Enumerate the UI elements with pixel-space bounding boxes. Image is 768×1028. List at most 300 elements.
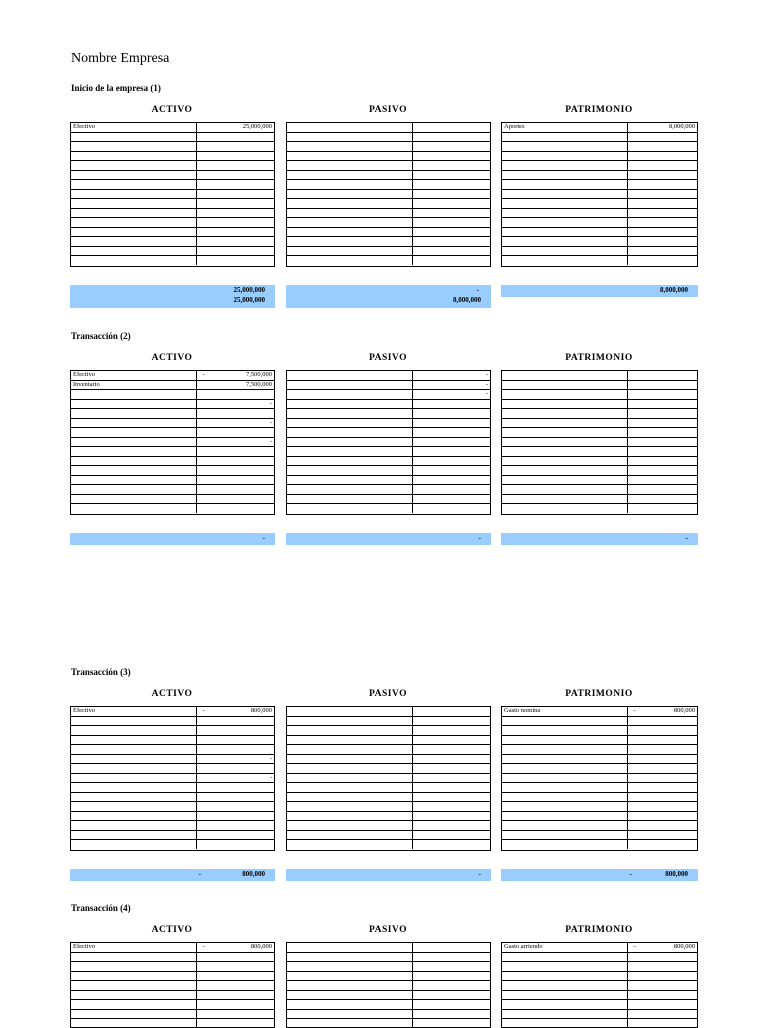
account-name <box>71 1009 196 1019</box>
total-value: 800,000 <box>242 869 265 878</box>
table-row <box>71 447 274 457</box>
table-row <box>287 123 490 132</box>
account-value <box>627 773 697 783</box>
account-value <box>196 962 274 972</box>
table-row <box>71 428 274 438</box>
account-value <box>196 840 274 849</box>
value-text: - <box>269 399 272 407</box>
account-value <box>627 745 697 755</box>
account-value <box>412 170 490 180</box>
account-name <box>287 142 412 152</box>
account-value <box>412 237 490 247</box>
account-value <box>196 707 274 716</box>
total-value: - <box>685 533 688 542</box>
account-name <box>287 227 412 237</box>
account-name <box>71 783 196 793</box>
total-value: - <box>262 533 265 542</box>
account-value <box>627 447 697 457</box>
account-name: Efectivo <box>71 707 196 716</box>
value-text: 7,500,000 <box>246 371 272 379</box>
table-row <box>502 227 697 237</box>
account-name <box>502 227 627 237</box>
table-row <box>502 151 697 161</box>
account-name <box>71 802 196 812</box>
table-row <box>71 246 274 256</box>
account-value <box>627 246 697 256</box>
account-value <box>196 237 274 247</box>
table-row <box>502 418 697 428</box>
account-name <box>502 380 627 390</box>
account-value <box>627 764 697 774</box>
account-value <box>627 971 697 981</box>
table-row <box>502 132 697 142</box>
table-row <box>287 418 490 428</box>
table-row <box>287 428 490 438</box>
account-value <box>196 735 274 745</box>
account-name <box>502 792 627 802</box>
account-value <box>196 428 274 438</box>
account-name: Aportes <box>502 123 627 132</box>
account-name <box>502 399 627 409</box>
account-name <box>502 971 627 981</box>
account-name <box>71 981 196 991</box>
account-value <box>627 1019 697 1028</box>
total-value: 800,000 <box>665 869 688 878</box>
account-name <box>502 735 627 745</box>
table-row <box>502 716 697 726</box>
account-value <box>196 952 274 962</box>
table-row <box>287 952 490 962</box>
account-name <box>287 1019 412 1028</box>
table-row <box>287 475 490 485</box>
table-row <box>71 707 274 716</box>
account-name <box>502 428 627 438</box>
table-row <box>502 161 697 171</box>
table-row <box>502 707 697 716</box>
account-name <box>502 475 627 485</box>
table-row <box>502 189 697 199</box>
table-row <box>71 237 274 247</box>
account-name <box>71 409 196 419</box>
table-row <box>287 199 490 209</box>
table-row <box>502 811 697 821</box>
table-row <box>287 1009 490 1019</box>
table-row <box>71 466 274 476</box>
account-name <box>502 151 627 161</box>
table-row <box>287 971 490 981</box>
account-name <box>71 466 196 476</box>
table-row <box>71 792 274 802</box>
table-row <box>287 990 490 1000</box>
account-value <box>412 428 490 438</box>
ledger-table-activo <box>70 370 275 515</box>
account-name <box>502 764 627 774</box>
account-value <box>196 821 274 831</box>
column-header-pasivo: PASIVO <box>369 353 407 363</box>
account-name <box>287 218 412 228</box>
account-name <box>71 447 196 457</box>
account-name <box>502 1009 627 1019</box>
account-name: Gasto nomina <box>502 707 627 716</box>
account-value <box>627 802 697 812</box>
dash-mark: - <box>633 943 636 951</box>
table-row <box>287 380 490 390</box>
account-name <box>71 180 196 190</box>
account-name <box>287 1009 412 1019</box>
account-name <box>71 428 196 438</box>
account-name <box>71 821 196 831</box>
table-row <box>502 246 697 256</box>
account-value <box>196 256 274 265</box>
account-name <box>71 792 196 802</box>
account-name: Gasto arriendo <box>502 943 627 952</box>
table-row <box>71 161 274 171</box>
account-name <box>287 132 412 142</box>
table-row <box>287 246 490 256</box>
table-row <box>502 123 697 132</box>
table-row <box>287 504 490 513</box>
table-row <box>502 218 697 228</box>
table-row <box>71 218 274 228</box>
account-value <box>627 151 697 161</box>
account-value <box>196 218 274 228</box>
dash-mark: - <box>202 943 205 951</box>
total-bar-pasivo <box>286 285 491 308</box>
account-value <box>412 409 490 419</box>
table-row <box>287 371 490 380</box>
account-name <box>502 1000 627 1010</box>
account-name <box>287 447 412 457</box>
account-name <box>502 256 627 265</box>
account-name <box>502 783 627 793</box>
table-row <box>71 783 274 793</box>
account-name <box>502 246 627 256</box>
account-name <box>287 170 412 180</box>
account-value <box>196 811 274 821</box>
value-text: - <box>485 390 488 398</box>
account-value <box>196 151 274 161</box>
account-value <box>412 208 490 218</box>
table-row <box>502 504 697 513</box>
account-value <box>412 962 490 972</box>
table-row <box>502 485 697 495</box>
account-value <box>627 840 697 849</box>
table-row <box>502 142 697 152</box>
table-row <box>502 208 697 218</box>
account-name <box>502 952 627 962</box>
table-row <box>502 466 697 476</box>
account-name <box>71 390 196 400</box>
column-header-patrimonio: PATRIMONIO <box>565 925 633 935</box>
account-name <box>287 971 412 981</box>
account-name <box>502 371 627 380</box>
account-value <box>412 981 490 991</box>
account-value <box>196 745 274 755</box>
account-name <box>502 456 627 466</box>
value-text: - <box>269 773 272 781</box>
account-name <box>287 962 412 972</box>
table-row <box>71 1000 274 1010</box>
account-name <box>502 437 627 447</box>
account-name <box>71 418 196 428</box>
account-value <box>627 735 697 745</box>
table-row <box>71 990 274 1000</box>
account-name <box>71 830 196 840</box>
table-row <box>502 237 697 247</box>
table-row <box>71 418 274 428</box>
section-title: Transacción (4) <box>71 903 131 913</box>
account-name <box>287 990 412 1000</box>
account-value <box>196 199 274 209</box>
total-value: 8,000,000 <box>660 285 688 294</box>
column-header-activo: ACTIVO <box>151 105 193 115</box>
account-value <box>196 399 274 409</box>
account-value <box>412 161 490 171</box>
account-name <box>502 840 627 849</box>
account-name <box>502 773 627 783</box>
table-row <box>502 256 697 265</box>
account-name <box>71 456 196 466</box>
account-value <box>627 199 697 209</box>
total-bar-pasivo <box>286 869 491 881</box>
account-value <box>627 485 697 495</box>
value-text: - <box>485 371 488 379</box>
account-value <box>627 792 697 802</box>
account-value <box>412 256 490 265</box>
account-value <box>196 981 274 991</box>
table-row <box>287 764 490 774</box>
table-row <box>71 802 274 812</box>
account-name <box>71 971 196 981</box>
table-row <box>71 840 274 849</box>
account-name <box>71 990 196 1000</box>
value-text: 800,000 <box>673 943 695 951</box>
account-name <box>71 170 196 180</box>
total-bar-patrimonio <box>501 869 698 881</box>
account-value <box>412 447 490 457</box>
account-value <box>196 180 274 190</box>
total-value: - <box>629 869 632 878</box>
account-value <box>412 437 490 447</box>
account-value <box>196 447 274 457</box>
account-name <box>502 142 627 152</box>
account-value <box>196 142 274 152</box>
table-row <box>502 399 697 409</box>
table-row <box>287 811 490 821</box>
account-value <box>196 783 274 793</box>
account-value <box>412 132 490 142</box>
column-header-activo: ACTIVO <box>151 689 193 699</box>
account-name <box>287 504 412 513</box>
account-name <box>287 428 412 438</box>
account-value <box>412 199 490 209</box>
account-name <box>502 821 627 831</box>
account-value <box>627 754 697 764</box>
account-value <box>412 773 490 783</box>
table-row <box>71 811 274 821</box>
account-name <box>71 735 196 745</box>
table-row <box>287 437 490 447</box>
account-name <box>287 943 412 952</box>
account-name <box>287 830 412 840</box>
table-row <box>502 754 697 764</box>
table-row <box>287 227 490 237</box>
account-name <box>71 952 196 962</box>
account-value <box>412 475 490 485</box>
table-row <box>71 199 274 209</box>
account-value <box>196 1009 274 1019</box>
account-value <box>196 802 274 812</box>
account-name <box>287 399 412 409</box>
account-name <box>287 735 412 745</box>
account-name <box>502 830 627 840</box>
value-text: 7,500,000 <box>246 380 272 388</box>
account-name <box>502 726 627 736</box>
table-row <box>502 821 697 831</box>
account-value <box>412 1000 490 1010</box>
table-row <box>502 745 697 755</box>
table-row <box>502 830 697 840</box>
account-name <box>71 726 196 736</box>
account-value <box>412 418 490 428</box>
dash-mark: - <box>633 707 636 715</box>
account-name <box>71 246 196 256</box>
table-row <box>502 371 697 380</box>
account-name <box>287 390 412 400</box>
account-value <box>196 792 274 802</box>
account-value <box>627 161 697 171</box>
table-row <box>287 132 490 142</box>
account-name <box>502 504 627 513</box>
account-name <box>287 754 412 764</box>
account-value <box>627 990 697 1000</box>
account-name: Efectivo <box>71 943 196 952</box>
account-value <box>412 802 490 812</box>
account-name <box>287 380 412 390</box>
table-row <box>287 735 490 745</box>
account-value <box>412 399 490 409</box>
value-text: - <box>269 754 272 762</box>
table-row <box>287 830 490 840</box>
table-row <box>71 399 274 409</box>
account-name: Inventario <box>71 380 196 390</box>
account-name <box>287 802 412 812</box>
company-name: Nombre Empresa <box>71 51 170 66</box>
table-row <box>502 792 697 802</box>
account-value <box>627 456 697 466</box>
table-row <box>287 161 490 171</box>
table-row <box>287 447 490 457</box>
account-name <box>502 161 627 171</box>
table-row <box>287 840 490 849</box>
account-value <box>412 735 490 745</box>
account-value <box>627 437 697 447</box>
account-value <box>412 246 490 256</box>
account-name <box>287 707 412 716</box>
account-name <box>502 802 627 812</box>
account-value <box>412 180 490 190</box>
account-name <box>71 811 196 821</box>
table-row <box>71 952 274 962</box>
account-name <box>287 466 412 476</box>
account-name <box>287 199 412 209</box>
table-row <box>287 456 490 466</box>
account-value <box>627 142 697 152</box>
table-row <box>502 990 697 1000</box>
account-value <box>196 494 274 504</box>
account-value <box>196 726 274 736</box>
account-name <box>287 811 412 821</box>
account-value <box>627 428 697 438</box>
account-name <box>287 151 412 161</box>
account-name <box>502 485 627 495</box>
table-row <box>287 716 490 726</box>
account-name <box>287 840 412 849</box>
table-row <box>502 380 697 390</box>
account-value <box>627 1009 697 1019</box>
table-row <box>287 170 490 180</box>
account-value <box>627 371 697 380</box>
account-name <box>71 132 196 142</box>
account-name <box>71 227 196 237</box>
account-value <box>627 821 697 831</box>
value-text: 25,000,000 <box>242 123 272 131</box>
account-value <box>412 123 490 132</box>
table-row <box>502 1019 697 1028</box>
account-name <box>502 962 627 972</box>
account-value <box>196 830 274 840</box>
table-row <box>71 830 274 840</box>
value-text: 800,000 <box>250 943 272 951</box>
account-value <box>196 1000 274 1010</box>
table-row <box>287 256 490 265</box>
table-row <box>71 151 274 161</box>
account-name <box>502 180 627 190</box>
table-row <box>287 783 490 793</box>
account-name <box>71 1000 196 1010</box>
account-name <box>502 981 627 991</box>
account-name <box>287 371 412 380</box>
account-value <box>627 1000 697 1010</box>
account-value <box>412 1009 490 1019</box>
account-value <box>627 123 697 132</box>
account-name <box>287 208 412 218</box>
account-value <box>627 943 697 952</box>
account-value <box>196 170 274 180</box>
table-row <box>502 1000 697 1010</box>
account-name <box>71 475 196 485</box>
ledger-table-pasivo <box>286 706 491 851</box>
total-value: - <box>198 869 201 878</box>
table-row <box>287 151 490 161</box>
account-value <box>412 792 490 802</box>
account-value <box>627 227 697 237</box>
account-value <box>412 371 490 380</box>
table-row <box>502 494 697 504</box>
table-row <box>71 208 274 218</box>
account-value <box>627 475 697 485</box>
account-value <box>196 943 274 952</box>
account-value <box>196 764 274 774</box>
account-name <box>71 208 196 218</box>
section-title: Inicio de la empresa (1) <box>71 83 161 93</box>
table-row <box>502 971 697 981</box>
account-value <box>196 990 274 1000</box>
table-row <box>71 189 274 199</box>
account-value <box>412 990 490 1000</box>
table-row <box>71 132 274 142</box>
table-row <box>502 726 697 736</box>
